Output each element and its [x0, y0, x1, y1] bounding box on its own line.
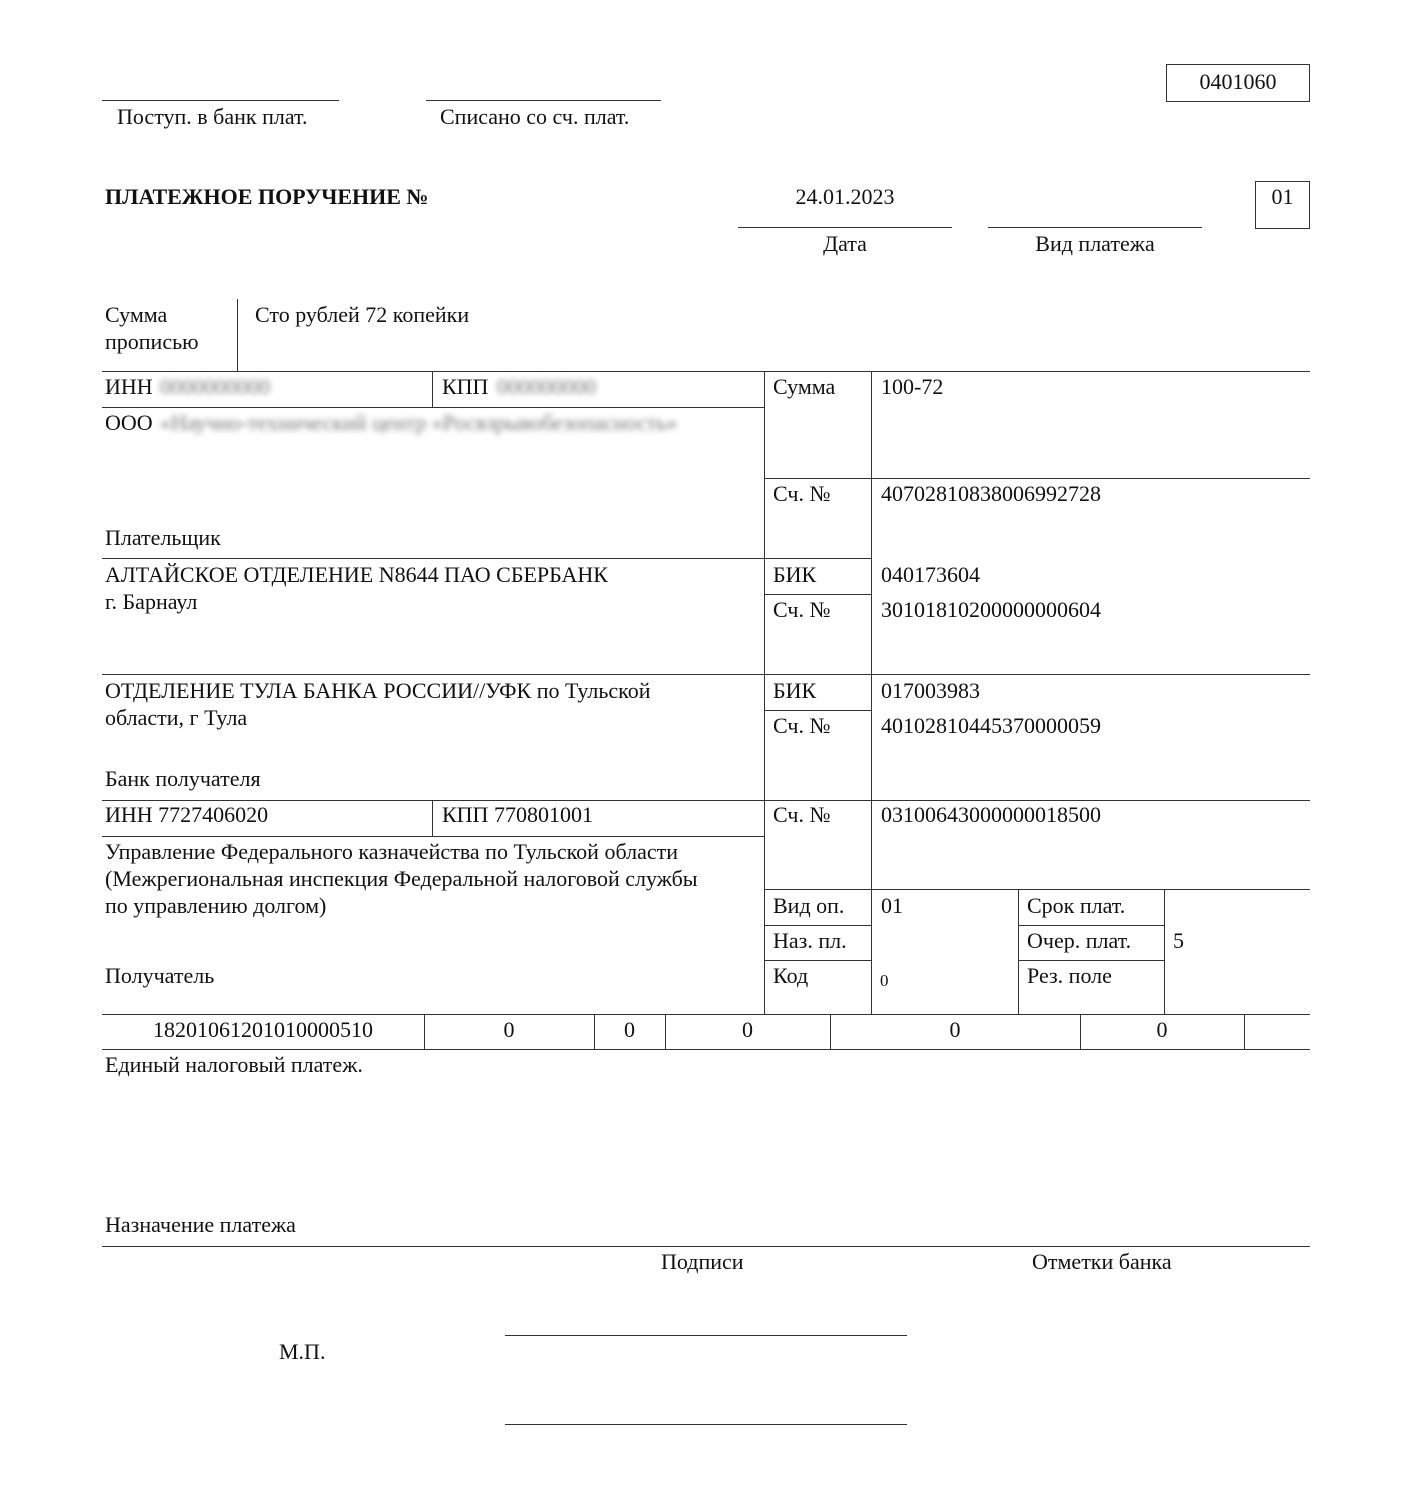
payment-type-label: Вид платежа	[1035, 231, 1155, 256]
debited-line	[426, 100, 661, 101]
amount-words-label-1: Сумма	[105, 302, 168, 327]
purpose-text: Единый налоговый платеж.	[105, 1052, 363, 1077]
recipient-name-1: Управление Федерального казначейства по Тульской области	[105, 839, 678, 864]
payer-bank-name-1: АЛТАЙСКОЕ ОТДЕЛЕНИЕ N8644 ПАО СБЕРБАНК	[105, 562, 608, 587]
payer-org-name: «Научно-технический центр «Росвзрывобезопасность»	[160, 410, 678, 435]
payer-sum-label: Сумма	[773, 374, 836, 399]
recipient-bank-account-label: Сч. №	[773, 713, 831, 738]
grid-line	[1018, 925, 1164, 926]
grid-line	[102, 1014, 1310, 1015]
budget-cell-period: 0	[742, 1017, 753, 1042]
payer-bank-name-2: г. Барнаул	[105, 589, 198, 614]
vid-op-label: Вид оп.	[773, 893, 845, 918]
grid-line	[432, 800, 433, 836]
budget-cell-doc-number: 0	[949, 1017, 961, 1042]
signatures-label: Подписи	[661, 1249, 744, 1274]
vid-op-value: 01	[881, 893, 903, 918]
payer-bank-bik-label: БИК	[773, 562, 817, 587]
form-code-box	[1166, 64, 1310, 102]
document-title: ПЛАТЕЖНОЕ ПОРУЧЕНИЕ №	[105, 184, 429, 209]
grid-line	[1244, 1014, 1245, 1049]
purpose-line	[102, 1246, 1310, 1247]
grid-line	[764, 960, 872, 961]
grid-line	[764, 710, 872, 711]
payer-kpp-value: 000000000	[497, 374, 596, 399]
payer-bank-account-label: Сч. №	[773, 597, 831, 622]
status-code-box	[1255, 181, 1310, 229]
recipient-name-2: (Межрегиональная инспекция Федеральной налоговой службы	[105, 866, 698, 891]
recipient-kpp: КПП 770801001	[442, 802, 593, 827]
signature-line-2	[505, 1424, 907, 1425]
grid-line	[102, 407, 764, 408]
recipient-inn: ИНН 7727406020	[105, 802, 269, 827]
grid-line	[764, 889, 1310, 890]
payer-org-prefix: ООО	[105, 410, 153, 435]
grid-line	[102, 558, 872, 559]
rez-label: Рез. поле	[1027, 963, 1112, 988]
ocher-label: Очер. плат.	[1027, 928, 1132, 953]
naz-pl-label: Наз. пл.	[773, 928, 847, 953]
payer-account-value: 40702810838006992728	[881, 481, 1101, 506]
recipient-bank-bik-label: БИК	[773, 678, 817, 703]
payer-bank-bik-value: 040173604	[881, 562, 980, 587]
form-code: 0401060	[1199, 69, 1277, 94]
recipient-account-value: 03100643000000018500	[881, 802, 1101, 827]
recipient-bank-bik-value: 017003983	[881, 678, 980, 703]
received-label: Поступ. в банк плат.	[117, 104, 308, 129]
amount-words-value: Сто рублей 72 копейки	[255, 302, 470, 327]
status-code: 01	[1271, 184, 1294, 209]
date-label: Дата	[823, 231, 867, 256]
payer-bank-account-value: 30101810200000000604	[881, 597, 1101, 622]
amount-words-divider	[237, 299, 238, 371]
payer-role-label: Плательщик	[105, 525, 221, 550]
payer-kpp-label: КПП	[442, 374, 489, 399]
recipient-bank-name-2: области, г Тула	[105, 705, 248, 730]
payment-type-line	[988, 227, 1202, 228]
recipient-role-label: Получатель	[105, 963, 215, 988]
recipient-bank-role-label: Банк получателя	[105, 766, 261, 791]
budget-cell-kbk: 18201061201010000510	[153, 1017, 373, 1042]
grid-line	[764, 371, 765, 1014]
stamp-label: М.П.	[279, 1339, 326, 1364]
kod-label: Код	[773, 963, 809, 988]
recipient-account-label: Сч. №	[773, 802, 831, 827]
grid-line	[102, 371, 1310, 372]
payer-account-label: Сч. №	[773, 481, 831, 506]
document-date: 24.01.2023	[795, 184, 895, 209]
signature-line-1	[505, 1335, 907, 1336]
payer-sum-value: 100-72	[881, 374, 944, 399]
budget-cell-doc-date: 0	[1156, 1017, 1168, 1042]
recipient-name-3: по управлению долгом)	[105, 893, 327, 918]
recipient-bank-account-value: 40102810445370000059	[881, 713, 1101, 738]
grid-line	[764, 925, 872, 926]
grid-line	[102, 836, 764, 837]
recipient-bank-name-1: ОТДЕЛЕНИЕ ТУЛА БАНКА РОССИИ//УФК по Тульской	[105, 678, 651, 703]
kod-value: 0	[880, 971, 889, 990]
date-line	[738, 227, 952, 228]
purpose-label: Назначение платежа	[105, 1212, 296, 1237]
grid-line	[764, 478, 1310, 479]
payer-inn-value: 0000000000	[160, 374, 270, 399]
grid-line	[871, 371, 872, 1014]
debited-label: Списано со сч. плат.	[440, 104, 630, 129]
grid-line	[102, 800, 1310, 801]
grid-line	[764, 594, 872, 595]
bank-marks-label: Отметки банка	[1032, 1249, 1172, 1274]
payer-inn-label: ИНН	[105, 374, 153, 399]
grid-line	[1018, 889, 1019, 1014]
budget-cell-oktmo: 0	[503, 1017, 515, 1042]
amount-words-label-2: прописью	[105, 329, 199, 354]
grid-line	[102, 1049, 1310, 1050]
grid-line	[432, 371, 433, 407]
ocher-value: 5	[1173, 928, 1184, 953]
grid-line	[1018, 960, 1164, 961]
grid-line	[102, 674, 1310, 675]
received-line	[102, 100, 339, 101]
srok-label: Срок плат.	[1027, 893, 1126, 918]
budget-cell-basis: 0	[624, 1017, 635, 1042]
grid-line	[1164, 889, 1165, 1014]
